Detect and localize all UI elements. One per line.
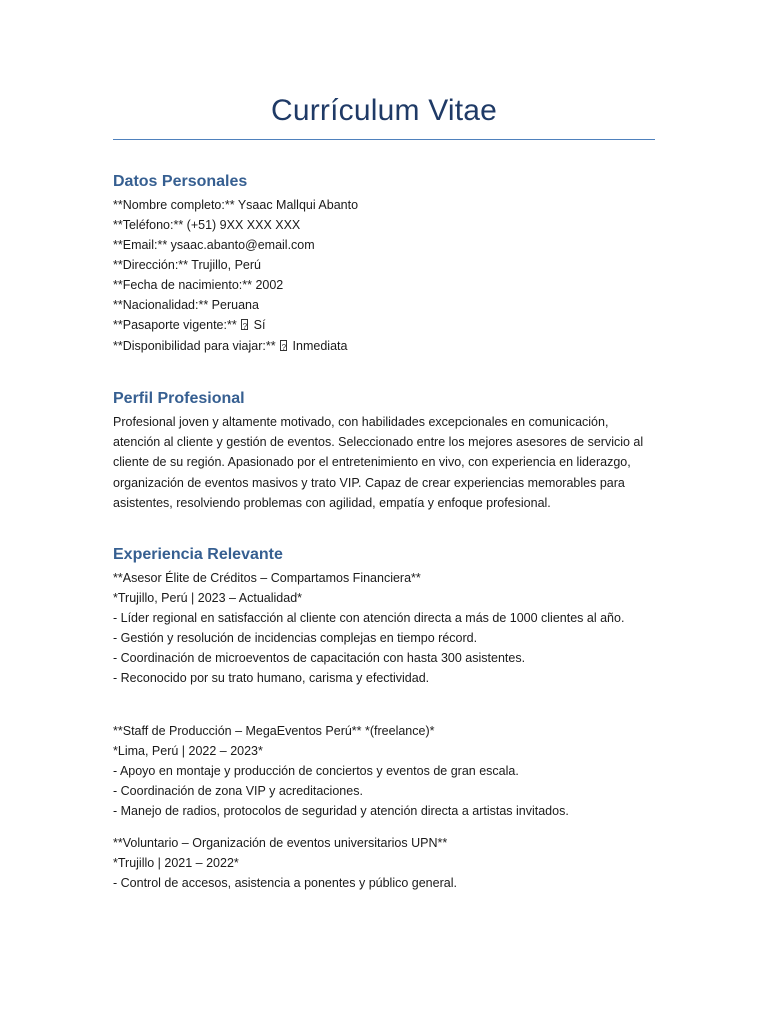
job-bullet: - Apoyo en montaje y producción de conciertos y eventos de gran escala. bbox=[113, 764, 519, 778]
job-title: **Voluntario – Organización de eventos universitarios UPN** bbox=[113, 836, 448, 850]
passport-value: Sí bbox=[250, 318, 266, 332]
experience-heading: Experiencia Relevante bbox=[113, 546, 283, 563]
job-meta: *Trujillo, Perú | 2023 – Actualidad* bbox=[113, 591, 303, 605]
profile-paragraph bbox=[113, 412, 658, 513]
job-bullet: - Coordinación de zona VIP y acreditaciones. bbox=[113, 784, 363, 798]
travel-value: Inmediata bbox=[289, 339, 348, 353]
title-underline-rule bbox=[113, 139, 655, 140]
job-bullet: - Manejo de radios, protocolos de seguridad y atención directa a artistas invitados. bbox=[113, 804, 569, 818]
job-bullet: - Líder regional en satisfacción al cliente con atención directa a más de 1000 clientes al año. bbox=[113, 611, 625, 625]
personal-line-birthdate: **Fecha de nacimiento:** 2002 bbox=[113, 278, 284, 292]
profile-heading: Perfil Profesional bbox=[113, 390, 245, 407]
personal-line-email: **Email:** ysaac.abanto@email.com bbox=[113, 238, 315, 252]
passport-label: **Pasaporte vigente:** bbox=[113, 318, 241, 332]
job-title: **Staff de Producción – MegaEventos Perú** *(freelance)* bbox=[113, 724, 435, 738]
profile-line: atención al cliente y gestión de eventos. Seleccionado entre los mejores asesores de servicio al bbox=[113, 435, 644, 450]
replacement-char-icon bbox=[241, 319, 248, 330]
personal-line-name: **Nombre completo:** Ysaac Mallqui Abanto bbox=[113, 198, 359, 212]
document-title: Currículum Vitae bbox=[270, 94, 498, 127]
personal-line-travel bbox=[113, 336, 347, 356]
personal-line-nationality: **Nacionalidad:** Peruana bbox=[113, 298, 259, 312]
job-meta: *Trujillo | 2021 – 2022* bbox=[113, 856, 239, 870]
job-bullet: - Reconocido por su trato humano, carisma y efectividad. bbox=[113, 671, 430, 685]
personal-line-passport bbox=[113, 315, 265, 335]
profile-line: cliente de su región. Apasionado por el entretenimiento en vivo, con experiencia en liderazgo, bbox=[113, 455, 631, 470]
profile-line: organización de eventos masivos y trato VIP. Capaz de crear experiencias memorables para bbox=[113, 475, 625, 490]
job-bullet: - Control de accesos, asistencia a ponentes y público general. bbox=[113, 876, 457, 890]
profile-line: asistentes, resolviendo problemas con agilidad, empatía y enfoque profesional. bbox=[113, 495, 551, 510]
job-meta: *Lima, Perú | 2022 – 2023* bbox=[113, 744, 263, 758]
profile-line: Profesional joven y altamente motivado, con habilidades excepcionales en comunicación, bbox=[113, 415, 609, 429]
personal-line-phone: **Teléfono:** (+51) 9XX XXX XXX bbox=[113, 218, 301, 232]
job-bullet: - Gestión y resolución de incidencias complejas en tiempo récord. bbox=[113, 631, 478, 645]
job-title: **Asesor Élite de Créditos – Compartamos Financiera** bbox=[113, 571, 421, 585]
travel-label: **Disponibilidad para viajar:** bbox=[113, 339, 280, 353]
personal-line-address: **Dirección:** Trujillo, Perú bbox=[113, 258, 261, 272]
job-bullet: - Coordinación de microeventos de capacitación con hasta 300 asistentes. bbox=[113, 651, 526, 665]
replacement-char-icon bbox=[280, 340, 287, 351]
personal-data-heading: Datos Personales bbox=[113, 173, 248, 190]
